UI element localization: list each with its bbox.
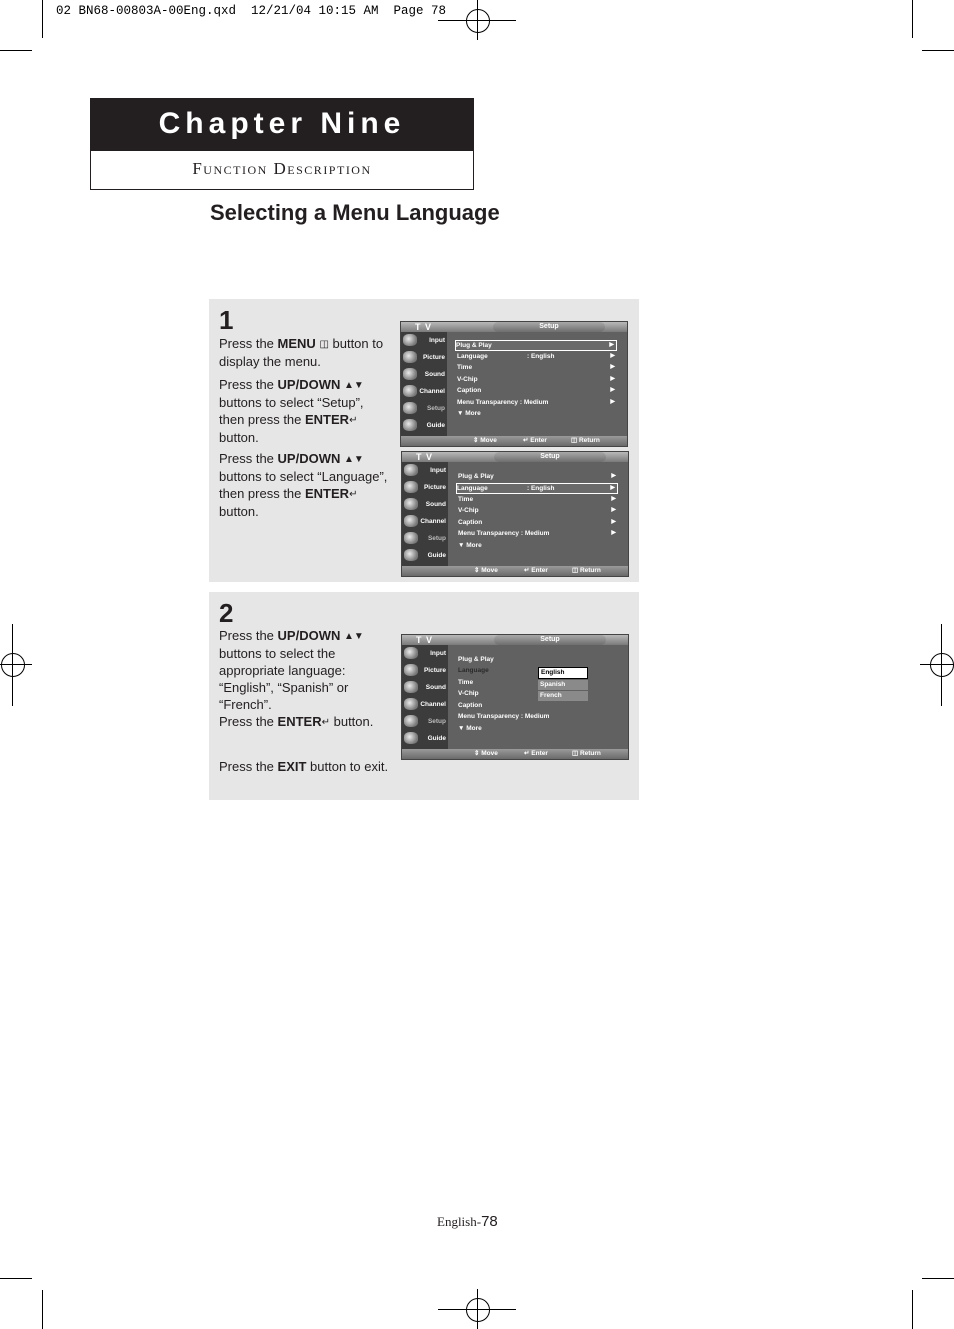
- osd-sidebar-label: Picture: [423, 667, 446, 674]
- osd-row-language: [456, 483, 618, 494]
- osd-row-time: [457, 363, 617, 372]
- osd-row-plug-and-play: [458, 655, 618, 664]
- osd-sidebar-item: [401, 332, 447, 349]
- crop-mark: [0, 50, 32, 51]
- osd-sidebar-item: [402, 730, 448, 747]
- sound-icon: [403, 368, 417, 380]
- osd-sidebar-item: [402, 662, 448, 679]
- osd-sidebar-item: [402, 479, 448, 496]
- osd-sidebar-label: Setup: [427, 535, 446, 542]
- registration-mark: [1, 653, 25, 677]
- osd-row-label: Caption: [457, 387, 482, 394]
- step-number: 2: [219, 598, 234, 628]
- osd-row-label: Language: [457, 353, 488, 360]
- osd-menu-list: [448, 462, 628, 566]
- text: button to display the menu.: [219, 336, 384, 369]
- updown-button-name: UP/DOWN: [277, 377, 341, 392]
- text: button.: [333, 714, 374, 729]
- osd-sidebar-item: [401, 366, 447, 383]
- text: button to exit.: [306, 759, 389, 774]
- menu-icon: ◫: [319, 339, 329, 350]
- menu-button-name: MENU: [277, 336, 316, 351]
- guide-icon: [403, 419, 417, 431]
- osd-row-label: Language: [458, 667, 489, 674]
- up-down-arrows-icon: ▲▼: [344, 631, 364, 642]
- osd-sidebar: [402, 462, 448, 566]
- osd-row-label: Caption: [458, 519, 483, 526]
- osd-footer: [402, 749, 628, 759]
- osd-sidebar-label: Input: [430, 467, 446, 474]
- guide-icon: [404, 549, 418, 561]
- enter-button-name: ENTER: [305, 412, 350, 427]
- arrow-right-icon: ▶: [611, 519, 616, 525]
- registration-mark: [930, 653, 954, 677]
- text: button.: [219, 430, 259, 445]
- enter-icon: ↵: [349, 489, 358, 500]
- guide-icon: [404, 732, 418, 744]
- channel-icon: [403, 385, 417, 397]
- osd-row-more: [457, 409, 617, 418]
- osd-hint-label: Return: [579, 750, 601, 757]
- osd-sidebar-label: Sound: [425, 684, 446, 691]
- arrow-right-icon: ▶: [611, 496, 616, 502]
- osd-row-vchip: [457, 375, 617, 384]
- osd-return-hint: ◫ Return: [571, 437, 600, 444]
- osd-tv-label: T V: [416, 452, 434, 462]
- osd-row-label: More: [465, 410, 481, 417]
- osd-row-transparency: [457, 398, 617, 407]
- arrow-down-icon: ▼: [458, 542, 467, 549]
- osd-sidebar-item: [402, 547, 448, 564]
- step-2-paragraph-1: [219, 627, 389, 731]
- osd-row-plug-and-play: [455, 340, 617, 351]
- registration-line: [477, 0, 478, 40]
- osd-hint-label: Enter: [531, 567, 548, 574]
- arrow-right-icon: ▶: [611, 530, 616, 536]
- updown-button-name: UP/DOWN: [277, 628, 341, 643]
- osd-row-value: : Medium: [520, 530, 550, 537]
- osd-move-hint: ⇕ Move: [474, 567, 498, 574]
- osd-row-label: More: [466, 542, 482, 549]
- crop-mark: [922, 50, 954, 51]
- osd-return-hint: ◫ Return: [572, 750, 601, 757]
- osd-sidebar-item: [401, 349, 447, 366]
- registration-line: [477, 1289, 478, 1329]
- osd-row-label: Caption: [458, 702, 483, 709]
- osd-sidebar: [401, 332, 447, 436]
- osd-row-label: Time: [458, 679, 474, 686]
- osd-row-label: Time: [457, 364, 473, 371]
- osd-sidebar-item: [402, 496, 448, 513]
- osd-row-more: [458, 541, 618, 550]
- osd-sidebar-label: Guide: [426, 422, 445, 429]
- osd-sidebar-item: [402, 696, 448, 713]
- up-down-arrows-icon: ▲▼: [344, 454, 364, 465]
- osd-title: Setup: [494, 635, 606, 645]
- registration-line: [0, 664, 32, 665]
- text: Press the: [219, 628, 278, 643]
- osd-enter-hint: ↵ Enter: [524, 750, 548, 757]
- crop-mark: [42, 0, 43, 38]
- enter-button-name: ENTER: [305, 486, 350, 501]
- osd-row-caption: [457, 386, 617, 395]
- osd-sidebar-label: Channel: [419, 388, 445, 395]
- osd-row-label: More: [466, 725, 482, 732]
- step-number: 1: [219, 305, 234, 335]
- osd-row-label: V-Chip: [458, 507, 479, 514]
- registration-mark: [466, 1298, 490, 1322]
- osd-enter-hint: ↵ Enter: [524, 567, 548, 574]
- osd-title: Setup: [493, 322, 605, 332]
- arrow-right-icon: ▶: [610, 353, 615, 359]
- osd-sidebar-label: Sound: [425, 501, 446, 508]
- crop-mark: [912, 0, 913, 38]
- osd-row-caption: [458, 518, 618, 527]
- step-1-paragraph-3: [219, 450, 389, 520]
- osd-sidebar-label: Channel: [420, 518, 446, 525]
- osd-row-value: : English: [527, 485, 555, 492]
- footer-label: English-: [437, 1214, 482, 1229]
- sound-icon: [404, 681, 418, 693]
- enter-icon: ↵: [321, 717, 330, 728]
- osd-enter-hint: ↵ Enter: [523, 437, 547, 444]
- channel-icon: [404, 698, 418, 710]
- enter-icon: ↵: [349, 415, 358, 426]
- osd-row-label: Plug & Play: [458, 473, 494, 480]
- osd-row-more: [458, 724, 618, 733]
- osd-sidebar-label: Guide: [427, 552, 446, 559]
- picture-icon: [404, 481, 418, 493]
- arrow-right-icon: ▶: [609, 342, 614, 348]
- osd-sidebar-item: [402, 530, 448, 547]
- osd-sidebar-item: [402, 462, 448, 479]
- arrow-right-icon: ▶: [610, 399, 615, 405]
- osd-row-value: : Medium: [519, 399, 549, 406]
- osd-sidebar-item: [401, 417, 447, 434]
- text: buttons to select the appropriate language: “English”, “Spanish” or “French”.: [219, 646, 349, 712]
- osd-row-transparency: [458, 529, 618, 538]
- osd-row-time: [458, 495, 618, 504]
- page-number: 78: [481, 1213, 498, 1230]
- updown-button-name: UP/DOWN: [277, 451, 341, 466]
- exit-button-name: EXIT: [277, 759, 307, 774]
- setup-icon: [404, 715, 418, 727]
- osd-sidebar-item: [402, 713, 448, 730]
- text: Press the: [219, 451, 278, 466]
- osd-title: Setup: [494, 452, 606, 462]
- osd-row-label: Menu Transparency: [457, 399, 519, 406]
- step-1-paragraph-2: [219, 376, 389, 446]
- step-1-paragraph-1: [219, 335, 389, 370]
- arrow-right-icon: ▶: [610, 364, 615, 370]
- text: Press the: [219, 714, 278, 729]
- osd-sidebar-item: [402, 679, 448, 696]
- text: buttons to select “Language”, then press the: [219, 469, 388, 501]
- osd-row-plug-and-play: [458, 472, 618, 481]
- osd-return-hint: ◫ Return: [572, 567, 601, 574]
- sound-icon: [404, 498, 418, 510]
- osd-row-transparency: [458, 712, 618, 721]
- osd-sidebar-item: [402, 645, 448, 662]
- osd-hint-label: Return: [579, 567, 601, 574]
- up-down-arrows-icon: ▲▼: [344, 380, 364, 391]
- osd-row-label: Menu Transparency: [458, 713, 520, 720]
- osd-move-hint: ⇕ Move: [473, 437, 497, 444]
- osd-sidebar-label: Picture: [422, 354, 445, 361]
- osd-row-vchip: [458, 506, 618, 515]
- crop-mark: [0, 1278, 32, 1279]
- setup-icon: [404, 532, 418, 544]
- arrow-right-icon: ▶: [611, 473, 616, 479]
- chapter-subtitle: Function Description: [192, 159, 372, 178]
- text: Press the: [219, 377, 278, 392]
- osd-row-label: Time: [458, 496, 474, 503]
- osd-row-language: [457, 352, 617, 361]
- tv-menu-screenshot-language: [401, 451, 629, 577]
- enter-button-name: ENTER: [277, 714, 322, 729]
- osd-row-label: Plug & Play: [458, 656, 494, 663]
- osd-sidebar-label: Setup: [427, 718, 446, 725]
- osd-row-label: V-Chip: [458, 690, 479, 697]
- osd-sidebar-item: [402, 513, 448, 530]
- arrow-right-icon: ▶: [610, 376, 615, 382]
- arrow-right-icon: ▶: [610, 387, 615, 393]
- osd-hint-label: Enter: [531, 750, 548, 757]
- page-footer: [437, 1213, 498, 1230]
- step-2-panel: [209, 592, 639, 800]
- arrow-down-icon: ▼: [458, 725, 467, 732]
- osd-hint-label: Move: [481, 567, 498, 574]
- osd-row-label: Menu Transparency: [458, 530, 520, 537]
- osd-sidebar-item: [401, 383, 447, 400]
- osd-move-hint: ⇕ Move: [474, 750, 498, 757]
- registration-line: [12, 624, 13, 706]
- osd-row-caption: [458, 701, 618, 710]
- osd-sidebar-label: Channel: [420, 701, 446, 708]
- language-option-spanish: Spanish: [538, 680, 588, 690]
- osd-sidebar: [402, 645, 448, 749]
- arrow-right-icon: ▶: [610, 485, 615, 491]
- input-icon: [403, 334, 417, 346]
- tv-menu-screenshot-setup: [400, 321, 628, 447]
- picture-icon: [403, 351, 417, 363]
- arrow-down-icon: ▼: [457, 410, 466, 417]
- osd-hint-label: Return: [578, 437, 600, 444]
- osd-row-value: : English: [527, 353, 555, 360]
- text: Press the: [219, 759, 278, 774]
- osd-sidebar-label: Picture: [423, 484, 446, 491]
- chapter-title: Chapter Nine: [91, 99, 473, 151]
- osd-sidebar-label: Input: [429, 337, 445, 344]
- osd-sidebar-label: Setup: [426, 405, 445, 412]
- text: Press the: [219, 336, 278, 351]
- osd-footer: [402, 566, 628, 576]
- input-icon: [404, 647, 418, 659]
- language-option-french: French: [538, 691, 588, 701]
- input-icon: [404, 464, 418, 476]
- osd-hint-label: Move: [481, 750, 498, 757]
- setup-icon: [403, 402, 417, 414]
- osd-sidebar-label: Sound: [424, 371, 445, 378]
- registration-mark: [466, 9, 490, 33]
- step-2-paragraph-2: [219, 758, 389, 775]
- osd-sidebar-label: Input: [430, 650, 446, 657]
- crop-mark: [912, 1290, 913, 1329]
- tv-menu-screenshot-language-select: [401, 634, 629, 760]
- crop-mark: [922, 1278, 954, 1279]
- registration-line: [941, 624, 942, 706]
- crop-mark: [42, 1290, 43, 1329]
- osd-hint-label: Move: [480, 437, 497, 444]
- language-option-english: English: [538, 667, 588, 679]
- osd-row-label: V-Chip: [457, 376, 478, 383]
- osd-menu-list: [447, 332, 627, 436]
- chapter-heading: [90, 98, 474, 190]
- osd-sidebar-item: [401, 400, 447, 417]
- osd-tv-label: T V: [415, 322, 433, 332]
- text: buttons to select “Setup”, then press the: [219, 395, 364, 427]
- section-title: Selecting a Menu Language: [210, 200, 500, 225]
- osd-tv-label: T V: [416, 635, 434, 645]
- osd-sidebar-label: Guide: [427, 735, 446, 742]
- osd-footer: [401, 436, 627, 446]
- osd-row-label: Language: [457, 485, 488, 492]
- registration-line: [920, 664, 954, 665]
- arrow-right-icon: ▶: [611, 507, 616, 513]
- picture-icon: [404, 664, 418, 676]
- osd-row-label: Plug & Play: [456, 342, 492, 349]
- step-1-panel: [209, 299, 639, 582]
- osd-hint-label: Enter: [530, 437, 547, 444]
- language-popup: [538, 667, 588, 702]
- osd-row-value: : Medium: [520, 713, 550, 720]
- printer-slug: 02 BN68-00803A-00Eng.qxd 12/21/04 10:15 AM Page 78: [56, 4, 447, 18]
- text: button.: [219, 504, 259, 519]
- channel-icon: [404, 515, 418, 527]
